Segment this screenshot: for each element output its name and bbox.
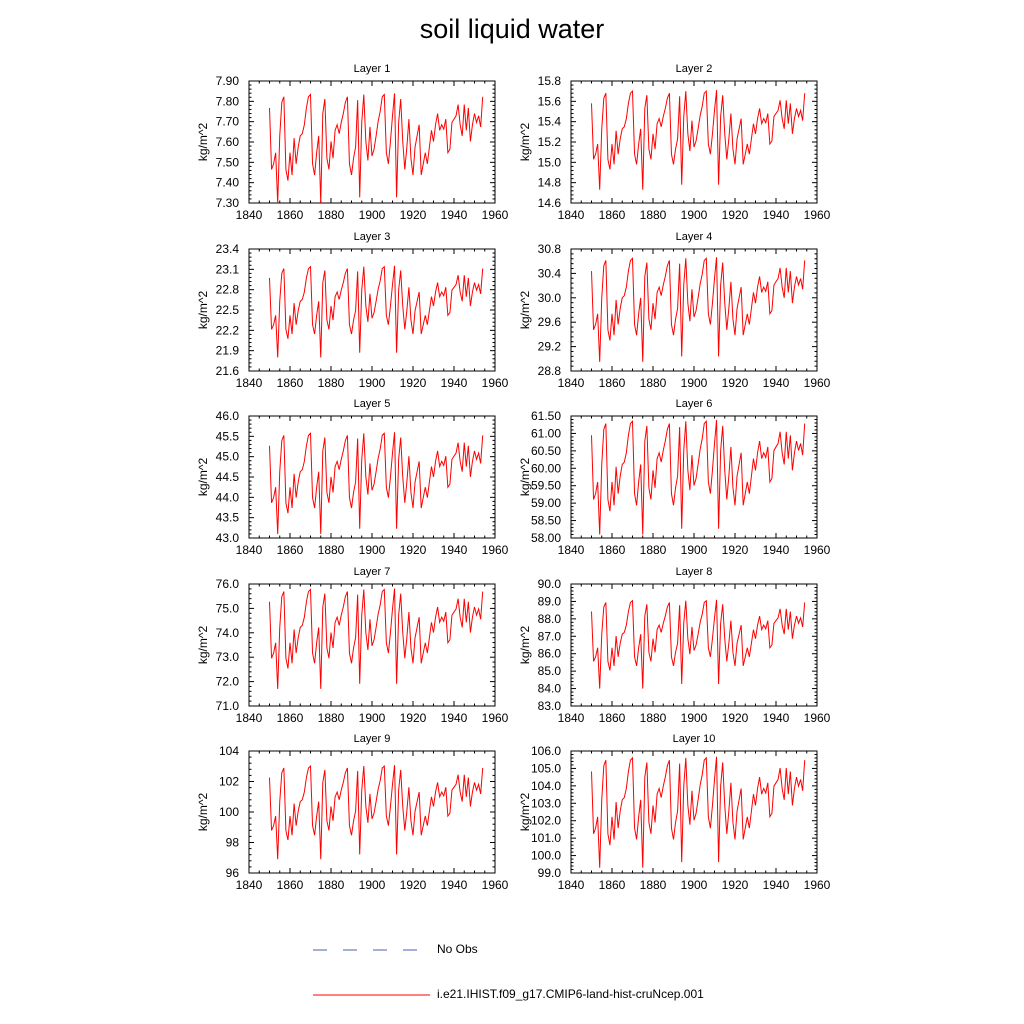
x-tick-label: 1860 — [598, 376, 626, 390]
y-tick-label: 60.00 — [530, 461, 561, 476]
y-tick-label: 22.8 — [215, 282, 239, 297]
x-tick-label: 1920 — [721, 878, 749, 892]
x-tick-label: 1860 — [276, 208, 304, 222]
figure-title: soil liquid water — [419, 14, 605, 44]
y-tick-label: 58.00 — [530, 531, 561, 545]
x-tick-label: 1880 — [639, 376, 667, 390]
y-tick-label: 7.40 — [215, 175, 239, 190]
y-tick-label: 102 — [218, 774, 239, 789]
series-line-model — [270, 765, 483, 859]
y-axis-label: kg/m^2 — [518, 792, 532, 832]
y-tick-label: 73.0 — [215, 650, 239, 665]
series-line-model — [270, 588, 483, 688]
panel-layer-2 — [518, 63, 831, 222]
y-tick-label: 22.2 — [215, 323, 239, 338]
y-tick-label: 21.6 — [215, 364, 239, 378]
x-tick-label: 1860 — [276, 711, 304, 725]
y-tick-label: 89.0 — [537, 594, 561, 609]
x-tick-label: 1840 — [557, 543, 585, 557]
x-tick-label: 1920 — [399, 208, 427, 222]
x-tick-label: 1960 — [481, 711, 509, 725]
x-tick-label: 1960 — [481, 376, 509, 390]
y-tick-label: 106.0 — [530, 744, 561, 758]
x-tick-label: 1880 — [639, 208, 667, 222]
y-tick-label: 59.50 — [530, 478, 561, 493]
x-tick-label: 1900 — [680, 543, 708, 557]
y-axis-label: kg/m^2 — [518, 122, 532, 162]
panel-layer-8 — [518, 566, 831, 725]
x-tick-label: 1940 — [762, 376, 790, 390]
y-tick-label: 96 — [225, 866, 239, 880]
x-tick-label: 1900 — [358, 376, 386, 390]
panel-title: Layer 9 — [353, 733, 391, 745]
y-tick-label: 7.70 — [215, 114, 239, 129]
y-tick-label: 15.0 — [537, 155, 561, 170]
y-tick-label: 30.0 — [537, 290, 561, 305]
y-tick-label: 14.8 — [537, 175, 561, 190]
x-tick-label: 1860 — [276, 543, 304, 557]
y-tick-label: 7.50 — [215, 155, 239, 170]
x-tick-label: 1840 — [557, 878, 585, 892]
y-axis-label: kg/m^2 — [196, 792, 210, 832]
x-tick-label: 1920 — [721, 376, 749, 390]
series-line-model — [592, 90, 805, 190]
y-tick-label: 100 — [218, 805, 239, 819]
x-tick-label: 1840 — [557, 711, 585, 725]
panel-layer-9 — [196, 733, 509, 892]
x-tick-label: 1920 — [721, 543, 749, 557]
y-tick-label: 23.1 — [215, 262, 239, 277]
y-tick-label: 21.9 — [215, 343, 239, 358]
y-axis-label: kg/m^2 — [518, 457, 532, 497]
x-tick-label: 1840 — [235, 208, 263, 222]
y-tick-label: 104.0 — [530, 778, 561, 793]
y-tick-label: 71.0 — [215, 699, 239, 713]
x-tick-label: 1880 — [317, 376, 345, 390]
y-tick-label: 30.8 — [537, 242, 561, 256]
x-tick-label: 1840 — [235, 543, 263, 557]
x-tick-label: 1960 — [803, 208, 831, 222]
panel-title: Layer 3 — [353, 231, 391, 243]
panel-title: Layer 6 — [675, 398, 713, 410]
y-tick-label: 44.5 — [215, 470, 239, 484]
x-tick-label: 1960 — [803, 878, 831, 892]
y-tick-label: 43.0 — [215, 531, 239, 545]
x-tick-label: 1880 — [317, 711, 345, 725]
y-tick-label: 86.0 — [537, 646, 561, 661]
y-axis-label: kg/m^2 — [196, 625, 210, 665]
y-tick-label: 101.0 — [530, 831, 561, 846]
y-tick-label: 44.0 — [215, 490, 239, 505]
x-tick-label: 1900 — [680, 711, 708, 725]
plot-frame — [249, 81, 495, 203]
x-tick-label: 1920 — [399, 376, 427, 390]
x-tick-label: 1960 — [481, 543, 509, 557]
x-tick-label: 1900 — [358, 878, 386, 892]
x-tick-label: 1840 — [557, 208, 585, 222]
x-tick-label: 1940 — [762, 878, 790, 892]
panel-title: Layer 4 — [675, 231, 713, 243]
y-axis-label: kg/m^2 — [518, 625, 532, 665]
y-axis-label: kg/m^2 — [196, 122, 210, 162]
y-tick-label: 15.6 — [537, 94, 561, 109]
x-tick-label: 1940 — [440, 376, 468, 390]
y-tick-label: 23.4 — [215, 242, 239, 256]
y-tick-label: 61.00 — [530, 426, 561, 441]
panel-layer-6 — [518, 398, 831, 557]
x-tick-label: 1900 — [358, 208, 386, 222]
y-tick-label: 29.6 — [537, 315, 561, 330]
x-tick-label: 1920 — [399, 711, 427, 725]
x-tick-label: 1840 — [235, 878, 263, 892]
x-tick-label: 1960 — [481, 208, 509, 222]
y-axis-label: kg/m^2 — [196, 290, 210, 330]
y-tick-label: 98 — [225, 835, 239, 850]
y-tick-label: 102.0 — [530, 813, 561, 828]
y-tick-label: 99.0 — [537, 866, 561, 880]
y-tick-label: 46.0 — [215, 409, 239, 423]
y-tick-label: 7.90 — [215, 74, 239, 88]
x-tick-label: 1940 — [440, 543, 468, 557]
y-tick-label: 45.0 — [215, 449, 239, 464]
series-line-model — [592, 600, 805, 689]
panel-layer-4 — [518, 231, 831, 390]
plot-frame — [571, 249, 817, 371]
x-tick-label: 1900 — [358, 711, 386, 725]
x-tick-label: 1880 — [317, 208, 345, 222]
panel-layer-1 — [196, 63, 509, 222]
x-tick-label: 1860 — [276, 376, 304, 390]
x-tick-label: 1960 — [481, 878, 509, 892]
series-line-model — [592, 257, 805, 362]
x-tick-label: 1860 — [598, 878, 626, 892]
x-tick-label: 1880 — [639, 878, 667, 892]
y-tick-label: 60.50 — [530, 443, 561, 458]
y-tick-label: 58.50 — [530, 513, 561, 528]
x-tick-label: 1880 — [639, 543, 667, 557]
y-tick-label: 100.0 — [530, 848, 561, 863]
plot-frame — [249, 751, 495, 873]
y-tick-label: 85.0 — [537, 664, 561, 679]
x-tick-label: 1960 — [803, 711, 831, 725]
series-line-model — [592, 420, 805, 534]
y-tick-label: 75.0 — [215, 601, 239, 616]
x-tick-label: 1860 — [276, 878, 304, 892]
x-tick-label: 1900 — [680, 878, 708, 892]
panel-title: Layer 1 — [353, 63, 391, 75]
x-tick-label: 1860 — [598, 543, 626, 557]
x-tick-label: 1880 — [317, 878, 345, 892]
y-tick-label: 105.0 — [530, 761, 561, 776]
panel-layer-5 — [196, 398, 509, 557]
x-tick-label: 1940 — [762, 208, 790, 222]
y-axis-label: kg/m^2 — [196, 457, 210, 497]
y-tick-label: 104 — [218, 744, 239, 758]
panel-layer-7 — [196, 566, 509, 725]
y-tick-label: 103.0 — [530, 796, 561, 811]
x-tick-label: 1880 — [639, 711, 667, 725]
y-tick-label: 7.30 — [215, 196, 239, 210]
legend-label-no-obs: No Obs — [437, 942, 478, 956]
y-tick-label: 22.5 — [215, 303, 239, 317]
legend-label-model: i.e21.IHIST.f09_g17.CMIP6-land-hist-cruNcep.001 — [437, 987, 704, 1001]
x-tick-label: 1920 — [721, 208, 749, 222]
panel-title: Layer 2 — [675, 63, 713, 75]
panel-title: Layer 10 — [672, 733, 716, 745]
y-tick-label: 28.8 — [537, 364, 561, 378]
x-tick-label: 1900 — [680, 376, 708, 390]
x-tick-label: 1940 — [762, 543, 790, 557]
x-tick-label: 1840 — [557, 376, 585, 390]
y-tick-label: 43.5 — [215, 510, 239, 525]
plot-frame — [249, 249, 495, 371]
x-tick-label: 1920 — [721, 711, 749, 725]
series-line-model — [270, 93, 483, 203]
y-tick-label: 15.8 — [537, 74, 561, 88]
x-tick-label: 1840 — [235, 711, 263, 725]
x-tick-label: 1860 — [598, 208, 626, 222]
y-tick-label: 14.6 — [537, 196, 561, 210]
y-tick-label: 88.0 — [537, 611, 561, 626]
panel-layer-10 — [518, 733, 831, 892]
series-line-model — [592, 757, 805, 868]
y-tick-label: 7.80 — [215, 94, 239, 109]
panel-title: Layer 5 — [353, 398, 391, 410]
y-tick-label: 15.2 — [537, 135, 561, 149]
y-tick-label: 74.0 — [215, 625, 239, 640]
x-tick-label: 1940 — [440, 711, 468, 725]
x-tick-label: 1920 — [399, 878, 427, 892]
x-tick-label: 1880 — [317, 543, 345, 557]
y-tick-label: 59.00 — [530, 496, 561, 511]
y-tick-label: 45.5 — [215, 429, 239, 444]
x-tick-label: 1920 — [399, 543, 427, 557]
panel-title: Layer 7 — [353, 566, 391, 578]
plot-frame — [249, 416, 495, 538]
y-tick-label: 83.0 — [537, 699, 561, 713]
y-tick-label: 61.50 — [530, 409, 561, 423]
y-tick-label: 90.0 — [537, 577, 561, 591]
x-tick-label: 1940 — [440, 878, 468, 892]
y-tick-label: 30.4 — [537, 266, 561, 281]
x-tick-label: 1840 — [235, 376, 263, 390]
x-tick-label: 1860 — [598, 711, 626, 725]
y-tick-label: 84.0 — [537, 681, 561, 696]
series-line-model — [270, 266, 483, 358]
y-tick-label: 87.0 — [537, 629, 561, 644]
series-line-model — [270, 432, 483, 534]
y-tick-label: 72.0 — [215, 674, 239, 689]
x-tick-label: 1900 — [680, 208, 708, 222]
x-tick-label: 1960 — [803, 543, 831, 557]
y-tick-label: 29.2 — [537, 339, 561, 354]
y-axis-label: kg/m^2 — [518, 290, 532, 330]
panel-title: Layer 8 — [675, 566, 713, 578]
panel-layer-3 — [196, 231, 509, 390]
x-tick-label: 1900 — [358, 543, 386, 557]
x-tick-label: 1960 — [803, 376, 831, 390]
y-tick-label: 7.60 — [215, 135, 239, 149]
y-tick-label: 76.0 — [215, 577, 239, 591]
x-tick-label: 1940 — [762, 711, 790, 725]
x-tick-label: 1940 — [440, 208, 468, 222]
y-tick-label: 15.4 — [537, 114, 561, 129]
